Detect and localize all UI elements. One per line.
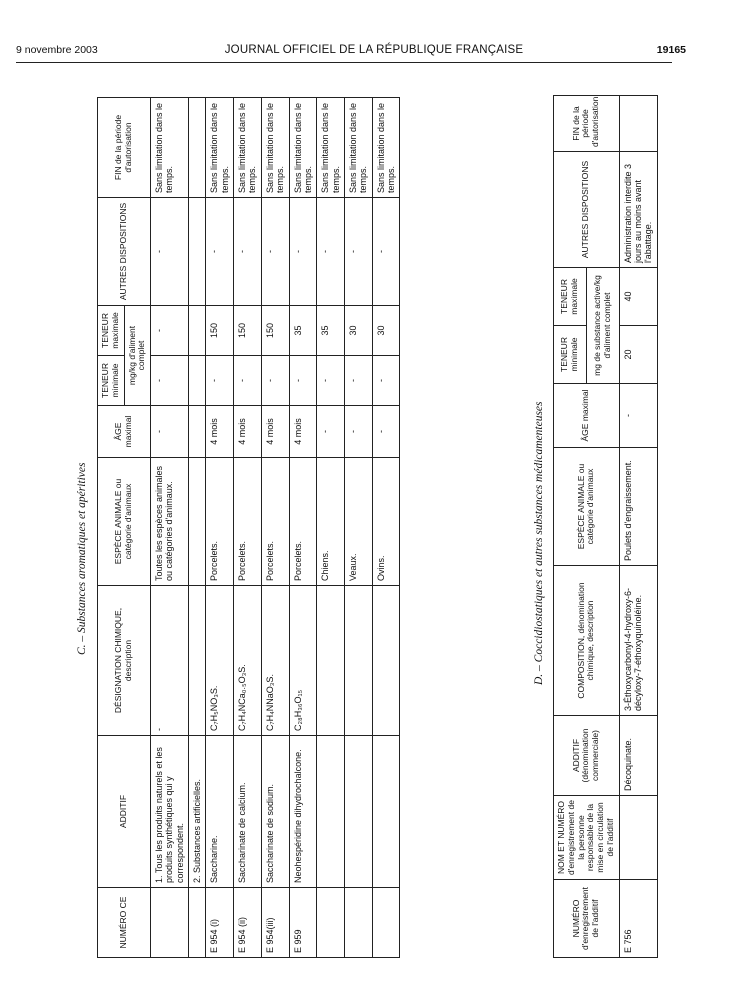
cell-formula (317, 586, 345, 736)
cell-tmin: - (151, 356, 189, 406)
header-rule (16, 62, 672, 63)
cell-formula (372, 586, 400, 736)
cell-tmin: 20 (619, 326, 657, 384)
table-row (151, 98, 189, 958)
table-row (261, 98, 289, 958)
cell-nom (619, 796, 657, 880)
cell-tmin: - (317, 356, 345, 406)
col-unit: mg/kg d'aliment complet (124, 306, 151, 406)
cell-autres: - (344, 198, 372, 306)
cell-fin: Sans limitation dans le temps. (372, 98, 400, 198)
cell-tmax: 150 (206, 306, 234, 356)
cell-fin: Sans limitation dans le temps. (261, 98, 289, 198)
cell-age: 4 mois (261, 406, 289, 458)
cell-tmax: 150 (234, 306, 262, 356)
col-numero: NUMÉRO d'enregistrement de l'additif (554, 880, 620, 958)
table-header-row (98, 98, 125, 958)
cell-espece: Toutes les espèces animales ou catégories d'animaux. (151, 458, 189, 586)
table-row (372, 98, 400, 958)
col-espece: ESPÈCE ANIMALE ou catégorie d'animaux (98, 458, 151, 586)
cell-tmax: 40 (619, 268, 657, 326)
cell-espece: Porcelets. (206, 458, 234, 586)
cell-espece: Porcelets. (234, 458, 262, 586)
col-designation: DÉSIGNATION CHIMIQUE, description (98, 586, 151, 736)
col-autres: AUTRES DISPOSITIONS (554, 152, 620, 268)
col-fin: FIN de la période d'autorisation (554, 96, 620, 152)
cell-tmin (189, 356, 206, 406)
cell-numero: E 954 (i) (206, 888, 234, 958)
cell-tmax: 150 (261, 306, 289, 356)
col-teneur-max: TENEUR maximale (98, 306, 125, 356)
col-age: ÂGE maximal (98, 406, 151, 458)
page-number: 19165 (656, 44, 686, 56)
table-row (317, 98, 345, 958)
table-row (289, 98, 317, 958)
cell-autres: - (206, 198, 234, 306)
cell-formula: - (151, 586, 189, 736)
cell-composition: 3-Éthoxycarbonyl-4-hydroxy-6-décyloxy-7-éthoxyquinoléine. (619, 566, 657, 716)
cell-numero: E 756 (619, 880, 657, 958)
cell-fin: Sans limitation dans le temps. (344, 98, 372, 198)
cell-tmin: - (372, 356, 400, 406)
cell-numero (372, 888, 400, 958)
table-row (344, 98, 372, 958)
cell-formula: C₇H₄NCa₀.₅O₃S. (234, 586, 262, 736)
cell-tmax: - (151, 306, 189, 356)
cell-numero (344, 888, 372, 958)
cell-fin: Sans limitation dans le temps. (206, 98, 234, 198)
cell-tmin: - (261, 356, 289, 406)
cell-autres: - (372, 198, 400, 306)
cell-numero: E 959 (289, 888, 317, 958)
col-teneur-max: TENEUR maximale (554, 268, 587, 326)
cell-espece: Chiens. (317, 458, 345, 586)
col-espece: ESPÈCE ANIMALE ou catégorie d'animaux (554, 448, 620, 566)
cell-fin (619, 96, 657, 152)
cell-autres: - (317, 198, 345, 306)
cell-fin: Sans limitation dans le temps. (317, 98, 345, 198)
cell-age: - (344, 406, 372, 458)
cell-espece: Veaux. (344, 458, 372, 586)
col-teneur-min: TENEUR minimale (554, 326, 587, 384)
cell-formula: C₇H₄NNaO₃S. (261, 586, 289, 736)
col-nom: NOM ET NUMÉRO d'enregistrement de la personne responsable de la mise en circulation de l'additif (554, 796, 620, 880)
table-header-row (554, 96, 587, 958)
cell-age: - (619, 384, 657, 448)
cell-tmax: 35 (317, 306, 345, 356)
cell-autres: Administration interdite 3 jours au moins avant l'abattage. (619, 152, 657, 268)
cell-age: 4 mois (289, 406, 317, 458)
cell-age: 4 mois (234, 406, 262, 458)
cell-numero: E 954 (ii) (234, 888, 262, 958)
cell-numero (317, 888, 345, 958)
col-teneur-min: TENEUR minimale (98, 356, 125, 406)
cell-formula: C₂₈H₃₆O₁₅ (289, 586, 317, 736)
cell-autres: - (261, 198, 289, 306)
cell-formula (344, 586, 372, 736)
col-additif: ADDITIF (dénomination commerciale) (554, 716, 620, 796)
cell-tmax: 30 (344, 306, 372, 356)
cell-additif: Saccharinate de sodium. (261, 736, 289, 888)
cell-fin (189, 98, 206, 198)
journal-title: JOURNAL OFFICIEL DE LA RÉPUBLIQUE FRANÇAISE (224, 44, 524, 56)
cell-numero: E 954(iii) (261, 888, 289, 958)
section-c-table (97, 98, 400, 958)
cell-formula (189, 586, 206, 736)
cell-autres: - (234, 198, 262, 306)
cell-additif (344, 736, 372, 888)
table-row (619, 96, 657, 958)
issue-date: 9 novembre 2003 (16, 44, 98, 56)
table-row (189, 98, 206, 958)
cell-tmin: - (289, 356, 317, 406)
cell-numero (151, 888, 189, 958)
cell-numero (189, 888, 206, 958)
cell-additif: Saccharinate de calcium. (234, 736, 262, 888)
cell-fin: Sans limitation dans le temps. (289, 98, 317, 198)
col-composition: COMPOSITION, dénomination chimique, description (554, 566, 620, 716)
cell-age: - (372, 406, 400, 458)
cell-autres: - (151, 198, 189, 306)
cell-additif (317, 736, 345, 888)
cell-espece (189, 458, 206, 586)
cell-tmax: 35 (289, 306, 317, 356)
cell-autres (189, 198, 206, 306)
cell-formula: C₇H₅NO₃S. (206, 586, 234, 736)
cell-age: - (151, 406, 189, 458)
cell-tmin: - (234, 356, 262, 406)
cell-additif: Décoquinate. (619, 716, 657, 796)
section-c-title: C. – Substances aromatiques et apéritives (76, 462, 88, 655)
section-d-table (553, 96, 658, 958)
cell-tmax: 30 (372, 306, 400, 356)
cell-fin: Sans limitation dans le temps. (151, 98, 189, 198)
cell-autres: - (289, 198, 317, 306)
cell-tmin: - (206, 356, 234, 406)
cell-additif: 1. Tous les produits naturels et les produits synthétiques qui y correspondent. (151, 736, 189, 888)
col-autres: AUTRES DISPOSITIONS (98, 198, 151, 306)
cell-tmin: - (344, 356, 372, 406)
cell-age: - (317, 406, 345, 458)
col-age: ÂGE maximal (554, 384, 620, 448)
col-additif: ADDITIF (98, 736, 151, 888)
cell-tmax (189, 306, 206, 356)
cell-espece: Porcelets. (261, 458, 289, 586)
col-fin: FIN de la période d'autorisation (98, 98, 151, 198)
cell-age: 4 mois (206, 406, 234, 458)
cell-additif: 2. Substances artificielles. (189, 736, 206, 888)
table-row (206, 98, 234, 958)
cell-espece: Ovins. (372, 458, 400, 586)
cell-additif: Neohespéridine dihydrochalcone. (289, 736, 317, 888)
cell-fin: Sans limitation dans le temps. (234, 98, 262, 198)
cell-age (189, 406, 206, 458)
cell-espece: Poulets d'engraissement. (619, 448, 657, 566)
section-d-title: D. – Coccidiostatiques et autres substances médicamenteuses (533, 401, 545, 685)
cell-additif: Saccharine. (206, 736, 234, 888)
col-unit: mg de substance active/kg d'aliment complet (586, 268, 619, 384)
col-numero: NUMÉRO CE (98, 888, 151, 958)
cell-espece: Porcelets. (289, 458, 317, 586)
cell-additif (372, 736, 400, 888)
table-row (234, 98, 262, 958)
